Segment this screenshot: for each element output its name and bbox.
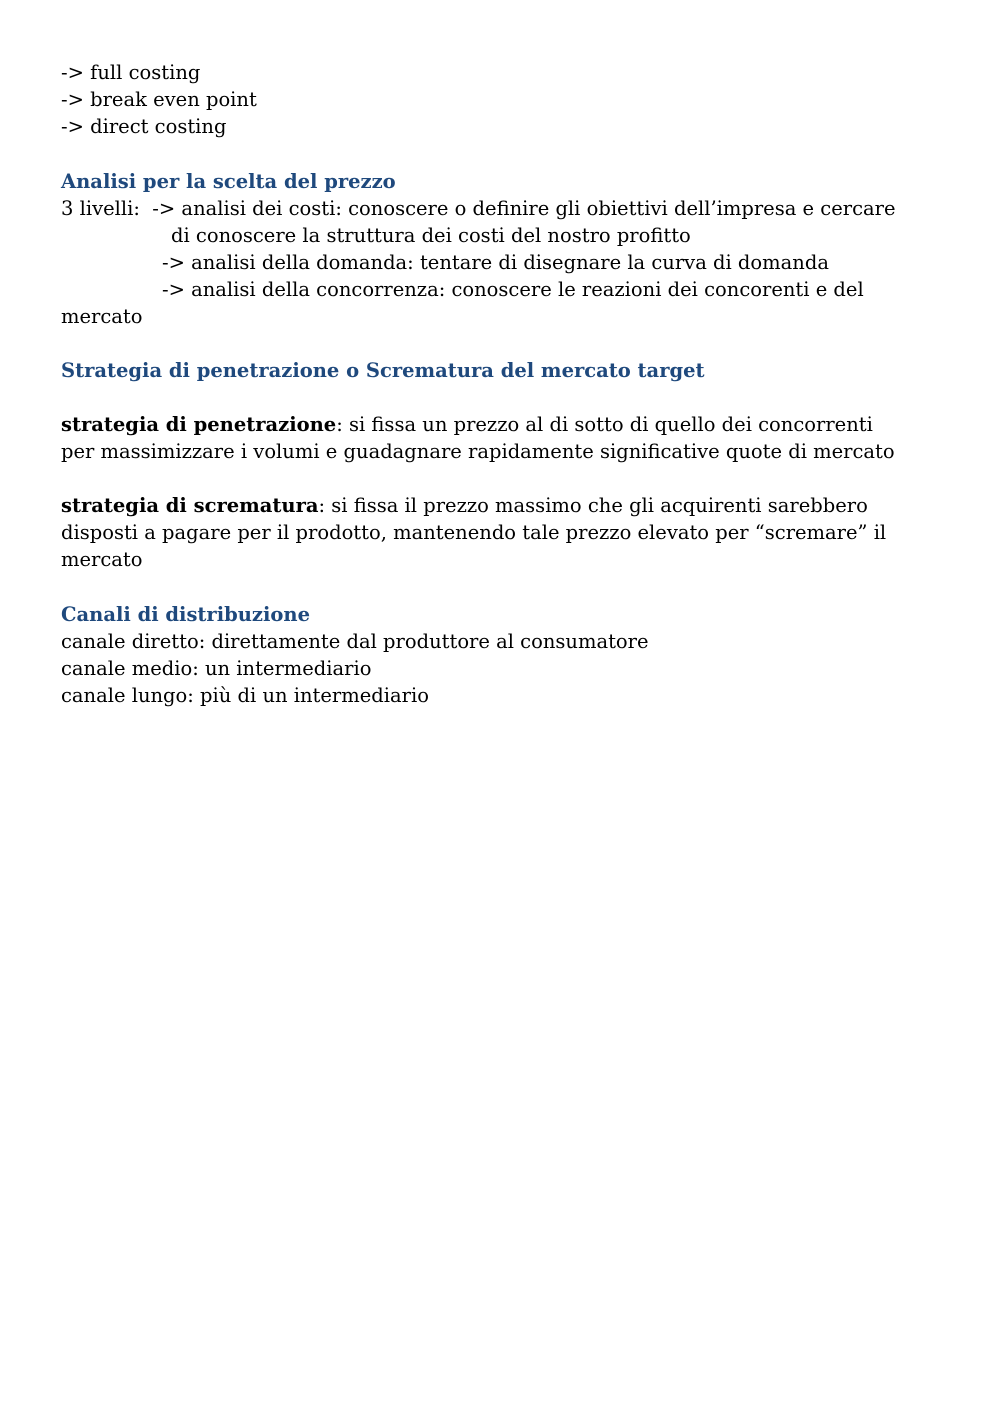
definition-text: : si fissa il prezzo massimo che gli acquirenti sarebbero [318, 494, 868, 517]
term-skimming: strategia di scrematura [61, 494, 319, 517]
list-item: -> full costing [61, 61, 201, 84]
paragraph-line: mercato [61, 548, 143, 571]
section-heading-strategy: Strategia di penetrazione o Scrematura del mercato target [61, 359, 705, 382]
list-item: -> direct costing [61, 115, 227, 138]
paragraph-line: di conoscere la struttura dei costi del nostro profitto [171, 224, 691, 247]
list-item: canale medio: un intermediario [61, 657, 372, 680]
term-penetration: strategia di penetrazione [61, 413, 337, 436]
paragraph-line [61, 411, 873, 438]
section-heading-pricing: Analisi per la scelta del prezzo [61, 170, 396, 193]
list-item: canale diretto: direttamente dal produttore al consumatore [61, 630, 649, 653]
paragraph-line: per massimizzare i volumi e guadagnare rapidamente significative quote di mercato [61, 440, 895, 463]
paragraph-line [61, 492, 868, 519]
list-item: -> break even point [61, 88, 257, 111]
paragraph-line: 3 livelli: -> analisi dei costi: conoscere o definire gli obiettivi dell’impresa e cercare [61, 197, 896, 220]
paragraph-line: -> analisi della concorrenza: conoscere le reazioni dei concorenti e del [162, 278, 864, 301]
definition-text: : si fissa un prezzo al di sotto di quello dei concorrenti [336, 413, 873, 436]
paragraph-line: disposti a pagare per il prodotto, mantenendo tale prezzo elevato per “scremare” il [61, 521, 887, 544]
section-heading-channels: Canali di distribuzione [61, 603, 310, 626]
paragraph-line: mercato [61, 305, 143, 328]
list-item: canale lungo: più di un intermediario [61, 684, 429, 707]
paragraph-line: -> analisi della domanda: tentare di disegnare la curva di domanda [162, 251, 829, 274]
